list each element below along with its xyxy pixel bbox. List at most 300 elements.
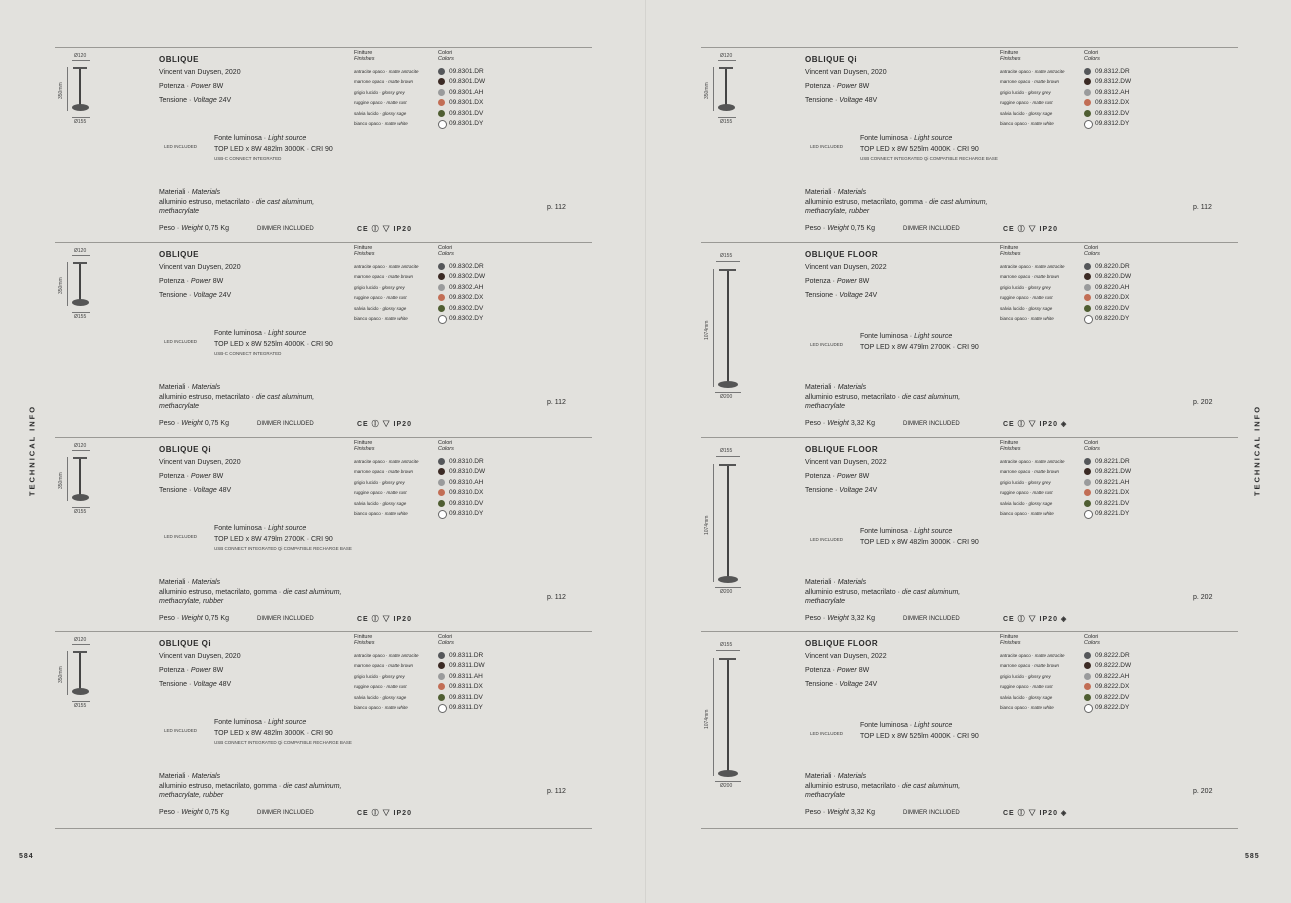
power-value: 8W bbox=[858, 83, 870, 90]
finish-name-en: glossy grey bbox=[1028, 673, 1051, 679]
power-line: Potenza · Power 8W bbox=[805, 473, 870, 480]
materials-it: alluminio estruso, metacrilato, gomma · bbox=[159, 589, 284, 596]
light-source-note: USB CONNECT INTEGRATED Qi COMPATIBLE RECHARGE BASE bbox=[214, 740, 352, 745]
finish-name-en: matte antracite bbox=[1034, 459, 1065, 464]
power-label-en: Power bbox=[836, 83, 857, 90]
finish-name-en: glossy sage bbox=[382, 305, 407, 311]
product-code: 09.8221.DR bbox=[1095, 458, 1130, 465]
product-block bbox=[55, 437, 592, 632]
finishes-label-it: Finiture bbox=[354, 50, 373, 56]
voltage-value: 48V bbox=[218, 681, 232, 688]
voltage-value: 24V bbox=[864, 487, 878, 494]
materials-label-en: Materials bbox=[191, 579, 221, 586]
materials-label-en: Materials bbox=[837, 384, 867, 391]
finish-name: bianco opaco · matte white bbox=[1000, 511, 1054, 516]
color-swatch bbox=[438, 305, 445, 312]
product-code: 09.8220.DR bbox=[1095, 263, 1130, 270]
product-code: 09.8312.DV bbox=[1095, 109, 1130, 117]
color-swatch bbox=[1084, 294, 1091, 301]
certification-icons: CE Ⓘ ▽ IP20 bbox=[357, 810, 412, 817]
certification-icons: CE Ⓘ ▽ IP20 ◈ bbox=[1003, 810, 1068, 817]
lamp-stem bbox=[79, 459, 81, 496]
diameter-top: Ø120 bbox=[74, 53, 87, 59]
source-label-it: Fonte luminosa bbox=[214, 719, 262, 726]
finish-name-en: glossy grey bbox=[1028, 89, 1051, 95]
side-label-right: TECHNICAL INFO bbox=[1252, 404, 1262, 497]
weight-value: 0,75 Kg bbox=[204, 809, 229, 816]
light-source-heading: Fonte luminosa · Light source bbox=[860, 722, 953, 729]
materials-label-it: Materiali bbox=[805, 384, 832, 391]
product-block bbox=[701, 242, 1238, 437]
product-block bbox=[55, 47, 592, 242]
product-code: 09.8302.DY bbox=[449, 315, 484, 322]
finish-name-it: bianco opaco bbox=[1000, 316, 1027, 321]
materials-label-en: Materials bbox=[837, 579, 867, 586]
divider bbox=[701, 242, 1238, 243]
weight-line: Peso · Weight 3,32 Kg bbox=[805, 809, 875, 816]
materials-it: alluminio estruso, metacrilato, gomma · bbox=[805, 199, 930, 206]
finish-name: antracite opaco · matte antracite bbox=[354, 653, 419, 658]
finish-name-it: salvia lucido bbox=[1000, 305, 1025, 311]
finish-name: ruggine opaco · matte rust bbox=[354, 295, 407, 301]
diameter-top: Ø120 bbox=[74, 637, 87, 643]
finish-name-it: antracite opaco bbox=[1000, 69, 1031, 74]
colors-heading bbox=[1084, 634, 1100, 646]
materials-label-it: Materiali bbox=[805, 773, 832, 780]
power-line: Potenza · Power 8W bbox=[805, 667, 870, 674]
materials-text bbox=[805, 198, 995, 216]
product-block bbox=[701, 47, 1238, 242]
color-swatch bbox=[1084, 99, 1091, 106]
colors-label-it: Colori bbox=[438, 634, 453, 640]
color-swatch bbox=[1084, 694, 1091, 701]
power-label-it: Potenza bbox=[805, 667, 831, 674]
weight-label-it: Peso bbox=[159, 420, 175, 427]
colors-label-it: Colori bbox=[438, 245, 453, 251]
page-reference: p. 112 bbox=[547, 399, 566, 406]
finish-name-en: matte antracite bbox=[388, 264, 419, 269]
lamp-base bbox=[72, 299, 89, 306]
materials-heading: Materiali · Materials bbox=[159, 773, 221, 780]
color-swatch bbox=[1084, 500, 1091, 507]
voltage-value: 24V bbox=[864, 292, 878, 299]
dimension-line bbox=[713, 269, 714, 387]
power-line: Potenza · Power 8W bbox=[159, 83, 224, 90]
power-value: 8W bbox=[858, 278, 870, 285]
light-source-heading: Fonte luminosa · Light source bbox=[860, 528, 953, 535]
dimmer-included: DIMMER INCLUDED bbox=[903, 616, 960, 622]
colors-label-it: Colori bbox=[1084, 245, 1099, 251]
lamp-stem bbox=[727, 466, 729, 577]
color-swatch bbox=[438, 683, 445, 690]
finish-name-it: bianco opaco bbox=[1000, 511, 1027, 516]
finish-name-en: glossy sage bbox=[1028, 500, 1053, 506]
product-code: 09.8220.DV bbox=[1095, 304, 1130, 312]
led-included: LED INCLUDED bbox=[810, 342, 844, 347]
finishes-heading bbox=[1000, 50, 1020, 62]
finish-name-en: matte brown bbox=[1034, 469, 1060, 475]
lamp-stem bbox=[727, 660, 729, 771]
materials-heading: Materiali · Materials bbox=[159, 579, 221, 586]
lamp-base bbox=[72, 688, 89, 695]
materials-label-it: Materiali bbox=[159, 773, 186, 780]
color-swatch bbox=[438, 284, 445, 291]
product-code: 09.8221.DX bbox=[1095, 489, 1130, 497]
product-name: OBLIQUE FLOOR bbox=[805, 639, 879, 648]
finish-name: salvia lucido · glossy sage bbox=[1000, 500, 1053, 506]
voltage-value: 48V bbox=[864, 97, 878, 104]
designer: Vincent van Duysen, 2022 bbox=[805, 653, 887, 660]
voltage-value: 24V bbox=[218, 97, 232, 104]
finish-name-it: ruggine opaco bbox=[1000, 100, 1029, 106]
lamp-base bbox=[718, 770, 738, 777]
product-code: 09.8301.DV bbox=[449, 109, 484, 117]
lamp-stem bbox=[727, 271, 729, 382]
dimension-line bbox=[72, 450, 90, 451]
materials-it: alluminio estruso, metacrilato · bbox=[805, 589, 902, 596]
finish-name-en: glossy sage bbox=[382, 110, 407, 116]
dimension-line bbox=[67, 457, 68, 501]
power-value: 8W bbox=[212, 667, 224, 674]
diameter-bottom: Ø200 bbox=[720, 783, 733, 789]
product-code: 09.8310.DR bbox=[449, 458, 484, 465]
power-label-it: Potenza bbox=[805, 278, 831, 285]
finish-name: salvia lucido · glossy sage bbox=[354, 500, 407, 506]
finish-name-it: bianco opaco bbox=[1000, 121, 1027, 126]
finish-name-it: grigio lucido bbox=[1000, 284, 1025, 290]
finishes-label-en: Finishes bbox=[354, 251, 375, 257]
color-swatch bbox=[438, 662, 445, 669]
lamp-stem bbox=[79, 653, 81, 690]
source-label-en: Light source bbox=[914, 528, 953, 535]
voltage-label-it: Tensione bbox=[159, 681, 188, 688]
power-value: 8W bbox=[212, 473, 224, 480]
light-source-note: USB-C CONNECT INTEGRATED bbox=[214, 156, 282, 161]
product-code: 09.8311.DX bbox=[449, 683, 483, 691]
weight-value: 0,75 Kg bbox=[204, 225, 229, 232]
product-code: 09.8221.DW bbox=[1095, 468, 1132, 476]
colors-heading bbox=[1084, 245, 1100, 257]
color-swatch bbox=[438, 294, 445, 301]
materials-text bbox=[805, 393, 995, 411]
product-code: 09.8302.DW bbox=[449, 273, 486, 281]
product-code: 09.8301.DR bbox=[449, 68, 484, 75]
product-code: 09.8312.AH bbox=[1095, 88, 1130, 96]
product-code: 09.8222.DW bbox=[1095, 662, 1132, 670]
finish-name-it: marrone opaco bbox=[354, 663, 385, 669]
weight-label-it: Peso bbox=[805, 615, 821, 622]
finishes-label-en: Finishes bbox=[354, 446, 375, 452]
certification-icons: CE Ⓘ ▽ IP20 ◈ bbox=[1003, 616, 1068, 623]
finish-name: salvia lucido · glossy sage bbox=[1000, 110, 1053, 116]
power-value: 8W bbox=[212, 83, 224, 90]
diameter-bottom: Ø155 bbox=[74, 703, 87, 709]
finish-name-it: grigio lucido bbox=[1000, 673, 1025, 679]
colors-heading bbox=[1084, 440, 1100, 452]
voltage-label-it: Tensione bbox=[159, 292, 188, 299]
voltage-value: 24V bbox=[864, 681, 878, 688]
power-label-it: Potenza bbox=[805, 83, 831, 90]
finish-name: antracite opaco · matte antracite bbox=[354, 264, 419, 269]
lamp-base bbox=[72, 494, 89, 501]
product-code: 09.8302.DV bbox=[449, 304, 484, 312]
power-line: Potenza · Power 8W bbox=[805, 83, 870, 90]
materials-en: die cast aluminum, methacrylate, rubber bbox=[805, 199, 988, 215]
product-code: 09.8311.DW bbox=[449, 662, 485, 670]
diameter-top: Ø155 bbox=[720, 642, 733, 648]
finish-name-en: matte rust bbox=[386, 684, 407, 690]
finishes-label-en: Finishes bbox=[1000, 446, 1021, 452]
source-label-it: Fonte luminosa bbox=[860, 528, 908, 535]
colors-label-it: Colori bbox=[438, 50, 453, 56]
page-number-right: 585 bbox=[1245, 853, 1260, 860]
dimension-line bbox=[72, 701, 90, 702]
diameter-top: Ø155 bbox=[720, 253, 733, 259]
color-swatch bbox=[1084, 273, 1091, 280]
color-swatch bbox=[438, 704, 447, 713]
finish-name-it: antracite opaco bbox=[354, 69, 385, 74]
divider bbox=[701, 437, 1238, 438]
color-swatch bbox=[438, 489, 445, 496]
voltage-line: Tensione · Voltage 24V bbox=[159, 97, 232, 104]
product-code: 09.8310.DX bbox=[449, 489, 484, 497]
page-reference: p. 112 bbox=[1193, 204, 1212, 211]
led-included: LED INCLUDED bbox=[164, 339, 198, 344]
dimension-line bbox=[715, 781, 741, 782]
finish-name-it: bianco opaco bbox=[354, 511, 381, 516]
color-swatch bbox=[1084, 489, 1091, 496]
voltage-label-en: Voltage bbox=[193, 97, 217, 104]
finish-name: marrone opaco · matte brown bbox=[1000, 663, 1060, 669]
dimension-line bbox=[718, 117, 736, 118]
lamp-stem bbox=[725, 69, 727, 106]
light-source-detail: TOP LED x 8W 525lm 4000K · CRI 90 bbox=[214, 341, 333, 348]
finish-name-it: antracite opaco bbox=[354, 459, 385, 464]
certification-icons: CE Ⓘ ▽ IP20 bbox=[357, 226, 412, 233]
product-code: 09.8312.DW bbox=[1095, 78, 1132, 86]
certification-icons: CE Ⓘ ▽ IP20 bbox=[357, 616, 412, 623]
finish-name: grigio lucido · glossy grey bbox=[354, 284, 405, 290]
color-swatch bbox=[438, 652, 445, 659]
materials-it: alluminio estruso, metacrilato · bbox=[159, 199, 256, 206]
product-code: 09.8222.DX bbox=[1095, 683, 1130, 691]
weight-label-en: Weight bbox=[181, 809, 203, 816]
finish-name-it: ruggine opaco bbox=[1000, 684, 1029, 690]
weight-label-it: Peso bbox=[805, 225, 821, 232]
finish-name: antracite opaco · matte antracite bbox=[1000, 264, 1065, 269]
finish-name: marrone opaco · matte brown bbox=[354, 469, 414, 475]
finishes-label-it: Finiture bbox=[1000, 245, 1019, 251]
finish-name-en: matte white bbox=[384, 316, 408, 321]
materials-text bbox=[159, 393, 349, 411]
color-swatch bbox=[1084, 315, 1093, 324]
color-swatch bbox=[1084, 510, 1093, 519]
finish-name: salvia lucido · glossy sage bbox=[354, 110, 407, 116]
finish-name: bianco opaco · matte white bbox=[1000, 121, 1054, 126]
materials-label-it: Materiali bbox=[159, 579, 186, 586]
light-source-detail: TOP LED x 8W 479lm 2700K · CRI 90 bbox=[860, 344, 979, 351]
power-label-en: Power bbox=[190, 473, 211, 480]
finish-name-en: matte rust bbox=[386, 100, 407, 106]
weight-label-en: Weight bbox=[181, 615, 203, 622]
product-code: 09.8220.DX bbox=[1095, 294, 1130, 302]
finishes-label-en: Finishes bbox=[354, 56, 375, 62]
weight-label-en: Weight bbox=[827, 809, 849, 816]
product-code: 09.8310.DW bbox=[449, 468, 486, 476]
voltage-line: Tensione · Voltage 24V bbox=[805, 292, 878, 299]
finish-name-en: matte antracite bbox=[388, 69, 419, 74]
color-swatch bbox=[1084, 110, 1091, 117]
page-reference: p. 112 bbox=[547, 204, 566, 211]
finish-name-en: matte rust bbox=[1032, 295, 1053, 301]
colors-label-en: Colors bbox=[1084, 640, 1100, 646]
color-swatch bbox=[1084, 468, 1091, 475]
finish-name-en: glossy grey bbox=[1028, 479, 1051, 485]
materials-label-it: Materiali bbox=[805, 579, 832, 586]
power-line: Potenza · Power 8W bbox=[159, 278, 224, 285]
finish-name-it: marrone opaco bbox=[354, 79, 385, 85]
product-code: 09.8310.AH bbox=[449, 478, 484, 486]
finish-name-en: matte antracite bbox=[1034, 69, 1065, 74]
weight-label-en: Weight bbox=[827, 615, 849, 622]
product-name: OBLIQUE Qi bbox=[159, 445, 212, 454]
finish-name-it: antracite opaco bbox=[354, 264, 385, 269]
power-label-it: Potenza bbox=[159, 83, 185, 90]
finish-name: marrone opaco · matte brown bbox=[1000, 79, 1060, 85]
source-label-it: Fonte luminosa bbox=[214, 135, 262, 142]
designer: Vincent van Duysen, 2020 bbox=[805, 69, 887, 76]
power-label-it: Potenza bbox=[159, 278, 185, 285]
finishes-label-it: Finiture bbox=[1000, 50, 1019, 56]
dimmer-included: DIMMER INCLUDED bbox=[257, 616, 314, 622]
finish-name: ruggine opaco · matte rust bbox=[354, 684, 407, 690]
designer: Vincent van Duysen, 2020 bbox=[159, 459, 241, 466]
power-label-en: Power bbox=[836, 278, 857, 285]
finish-name-en: matte white bbox=[384, 511, 408, 516]
divider bbox=[701, 631, 1238, 632]
voltage-label-it: Tensione bbox=[805, 487, 834, 494]
power-label-en: Power bbox=[190, 667, 211, 674]
finish-name-it: marrone opaco bbox=[1000, 469, 1031, 475]
color-swatch bbox=[438, 110, 445, 117]
product-code: 09.8302.DR bbox=[449, 263, 484, 270]
finish-name-it: bianco opaco bbox=[1000, 705, 1027, 710]
color-swatch bbox=[1084, 78, 1091, 85]
product-name: OBLIQUE Qi bbox=[159, 639, 212, 648]
materials-en: die cast aluminum, methacrylate bbox=[805, 783, 961, 799]
voltage-label-it: Tensione bbox=[805, 97, 834, 104]
power-line: Potenza · Power 8W bbox=[159, 667, 224, 674]
colors-label-it: Colori bbox=[1084, 50, 1099, 56]
color-swatch bbox=[1084, 284, 1091, 291]
finish-name-en: matte antracite bbox=[388, 459, 419, 464]
colors-label-en: Colors bbox=[438, 446, 454, 452]
dimension-line bbox=[67, 651, 68, 695]
finish-name-en: glossy grey bbox=[382, 89, 405, 95]
color-swatch bbox=[1084, 673, 1091, 680]
divider bbox=[55, 631, 592, 632]
product-code: 09.8312.DX bbox=[1095, 99, 1130, 107]
finish-name: marrone opaco · matte brown bbox=[354, 663, 414, 669]
finish-name-it: salvia lucido bbox=[354, 500, 379, 506]
finish-name-en: glossy sage bbox=[382, 500, 407, 506]
power-label-it: Potenza bbox=[805, 473, 831, 480]
finish-name-en: matte antracite bbox=[388, 653, 419, 658]
source-label-en: Light source bbox=[268, 330, 307, 337]
finish-name: salvia lucido · glossy sage bbox=[1000, 305, 1053, 311]
finish-name: ruggine opaco · matte rust bbox=[1000, 295, 1053, 301]
voltage-line: Tensione · Voltage 24V bbox=[159, 292, 232, 299]
colors-label-it: Colori bbox=[1084, 440, 1099, 446]
color-swatch bbox=[438, 468, 445, 475]
voltage-label-it: Tensione bbox=[159, 487, 188, 494]
materials-heading: Materiali · Materials bbox=[159, 384, 221, 391]
light-source-heading: Fonte luminosa · Light source bbox=[214, 525, 307, 532]
light-source-detail: TOP LED x 8W 525lm 4000K · CRI 90 bbox=[860, 146, 979, 153]
voltage-label-en: Voltage bbox=[193, 681, 217, 688]
materials-en: die cast aluminum, methacrylate bbox=[159, 394, 315, 410]
finish-name-en: matte brown bbox=[388, 469, 414, 475]
color-swatch bbox=[1084, 458, 1091, 465]
dimension-line bbox=[716, 650, 740, 651]
finish-name: marrone opaco · matte brown bbox=[354, 274, 414, 280]
finish-name-it: bianco opaco bbox=[354, 705, 381, 710]
product-name: OBLIQUE bbox=[159, 250, 199, 259]
divider bbox=[55, 242, 592, 243]
certification-icons: CE Ⓘ ▽ IP20 bbox=[1003, 226, 1058, 233]
page-reference: p. 202 bbox=[1193, 594, 1213, 601]
dimension-line bbox=[718, 60, 736, 61]
page-reference: p. 112 bbox=[547, 788, 566, 795]
finish-name: antracite opaco · matte antracite bbox=[1000, 459, 1065, 464]
colors-label-en: Colors bbox=[438, 251, 454, 257]
voltage-line: Tensione · Voltage 48V bbox=[805, 97, 878, 104]
product-code: 09.8310.DV bbox=[449, 499, 484, 507]
materials-text bbox=[159, 588, 349, 606]
led-included: LED INCLUDED bbox=[810, 144, 844, 149]
source-label-it: Fonte luminosa bbox=[214, 525, 262, 532]
dimension-line bbox=[716, 261, 740, 262]
divider bbox=[701, 828, 1238, 829]
product-code: 09.8311.AH bbox=[449, 672, 483, 680]
materials-label-en: Materials bbox=[837, 189, 867, 196]
finish-name-en: matte brown bbox=[388, 79, 414, 85]
dimension-line bbox=[67, 262, 68, 306]
spread-divider bbox=[645, 0, 646, 903]
weight-label-en: Weight bbox=[827, 420, 849, 427]
page-number-left: 584 bbox=[19, 853, 34, 860]
finish-name-en: matte white bbox=[1030, 316, 1054, 321]
colors-label-en: Colors bbox=[1084, 251, 1100, 257]
materials-it: alluminio estruso, metacrilato · bbox=[805, 394, 902, 401]
source-label-en: Light source bbox=[268, 135, 307, 142]
finish-name-it: grigio lucido bbox=[354, 479, 379, 485]
finish-name-it: grigio lucido bbox=[1000, 479, 1025, 485]
voltage-label-it: Tensione bbox=[805, 681, 834, 688]
finish-name-it: marrone opaco bbox=[1000, 274, 1031, 280]
color-swatch bbox=[1084, 683, 1091, 690]
height-dimension: 350mm bbox=[704, 82, 710, 99]
product-block bbox=[55, 631, 592, 826]
finish-name: marrone opaco · matte brown bbox=[1000, 274, 1060, 280]
finishes-label-it: Finiture bbox=[354, 440, 373, 446]
power-line: Potenza · Power 8W bbox=[159, 473, 224, 480]
light-source-note: USB-C CONNECT INTEGRATED bbox=[214, 351, 282, 356]
voltage-label-en: Voltage bbox=[839, 487, 863, 494]
dimmer-included: DIMMER INCLUDED bbox=[257, 421, 314, 427]
materials-heading: Materiali · Materials bbox=[159, 189, 221, 196]
weight-value: 0,75 Kg bbox=[204, 615, 229, 622]
